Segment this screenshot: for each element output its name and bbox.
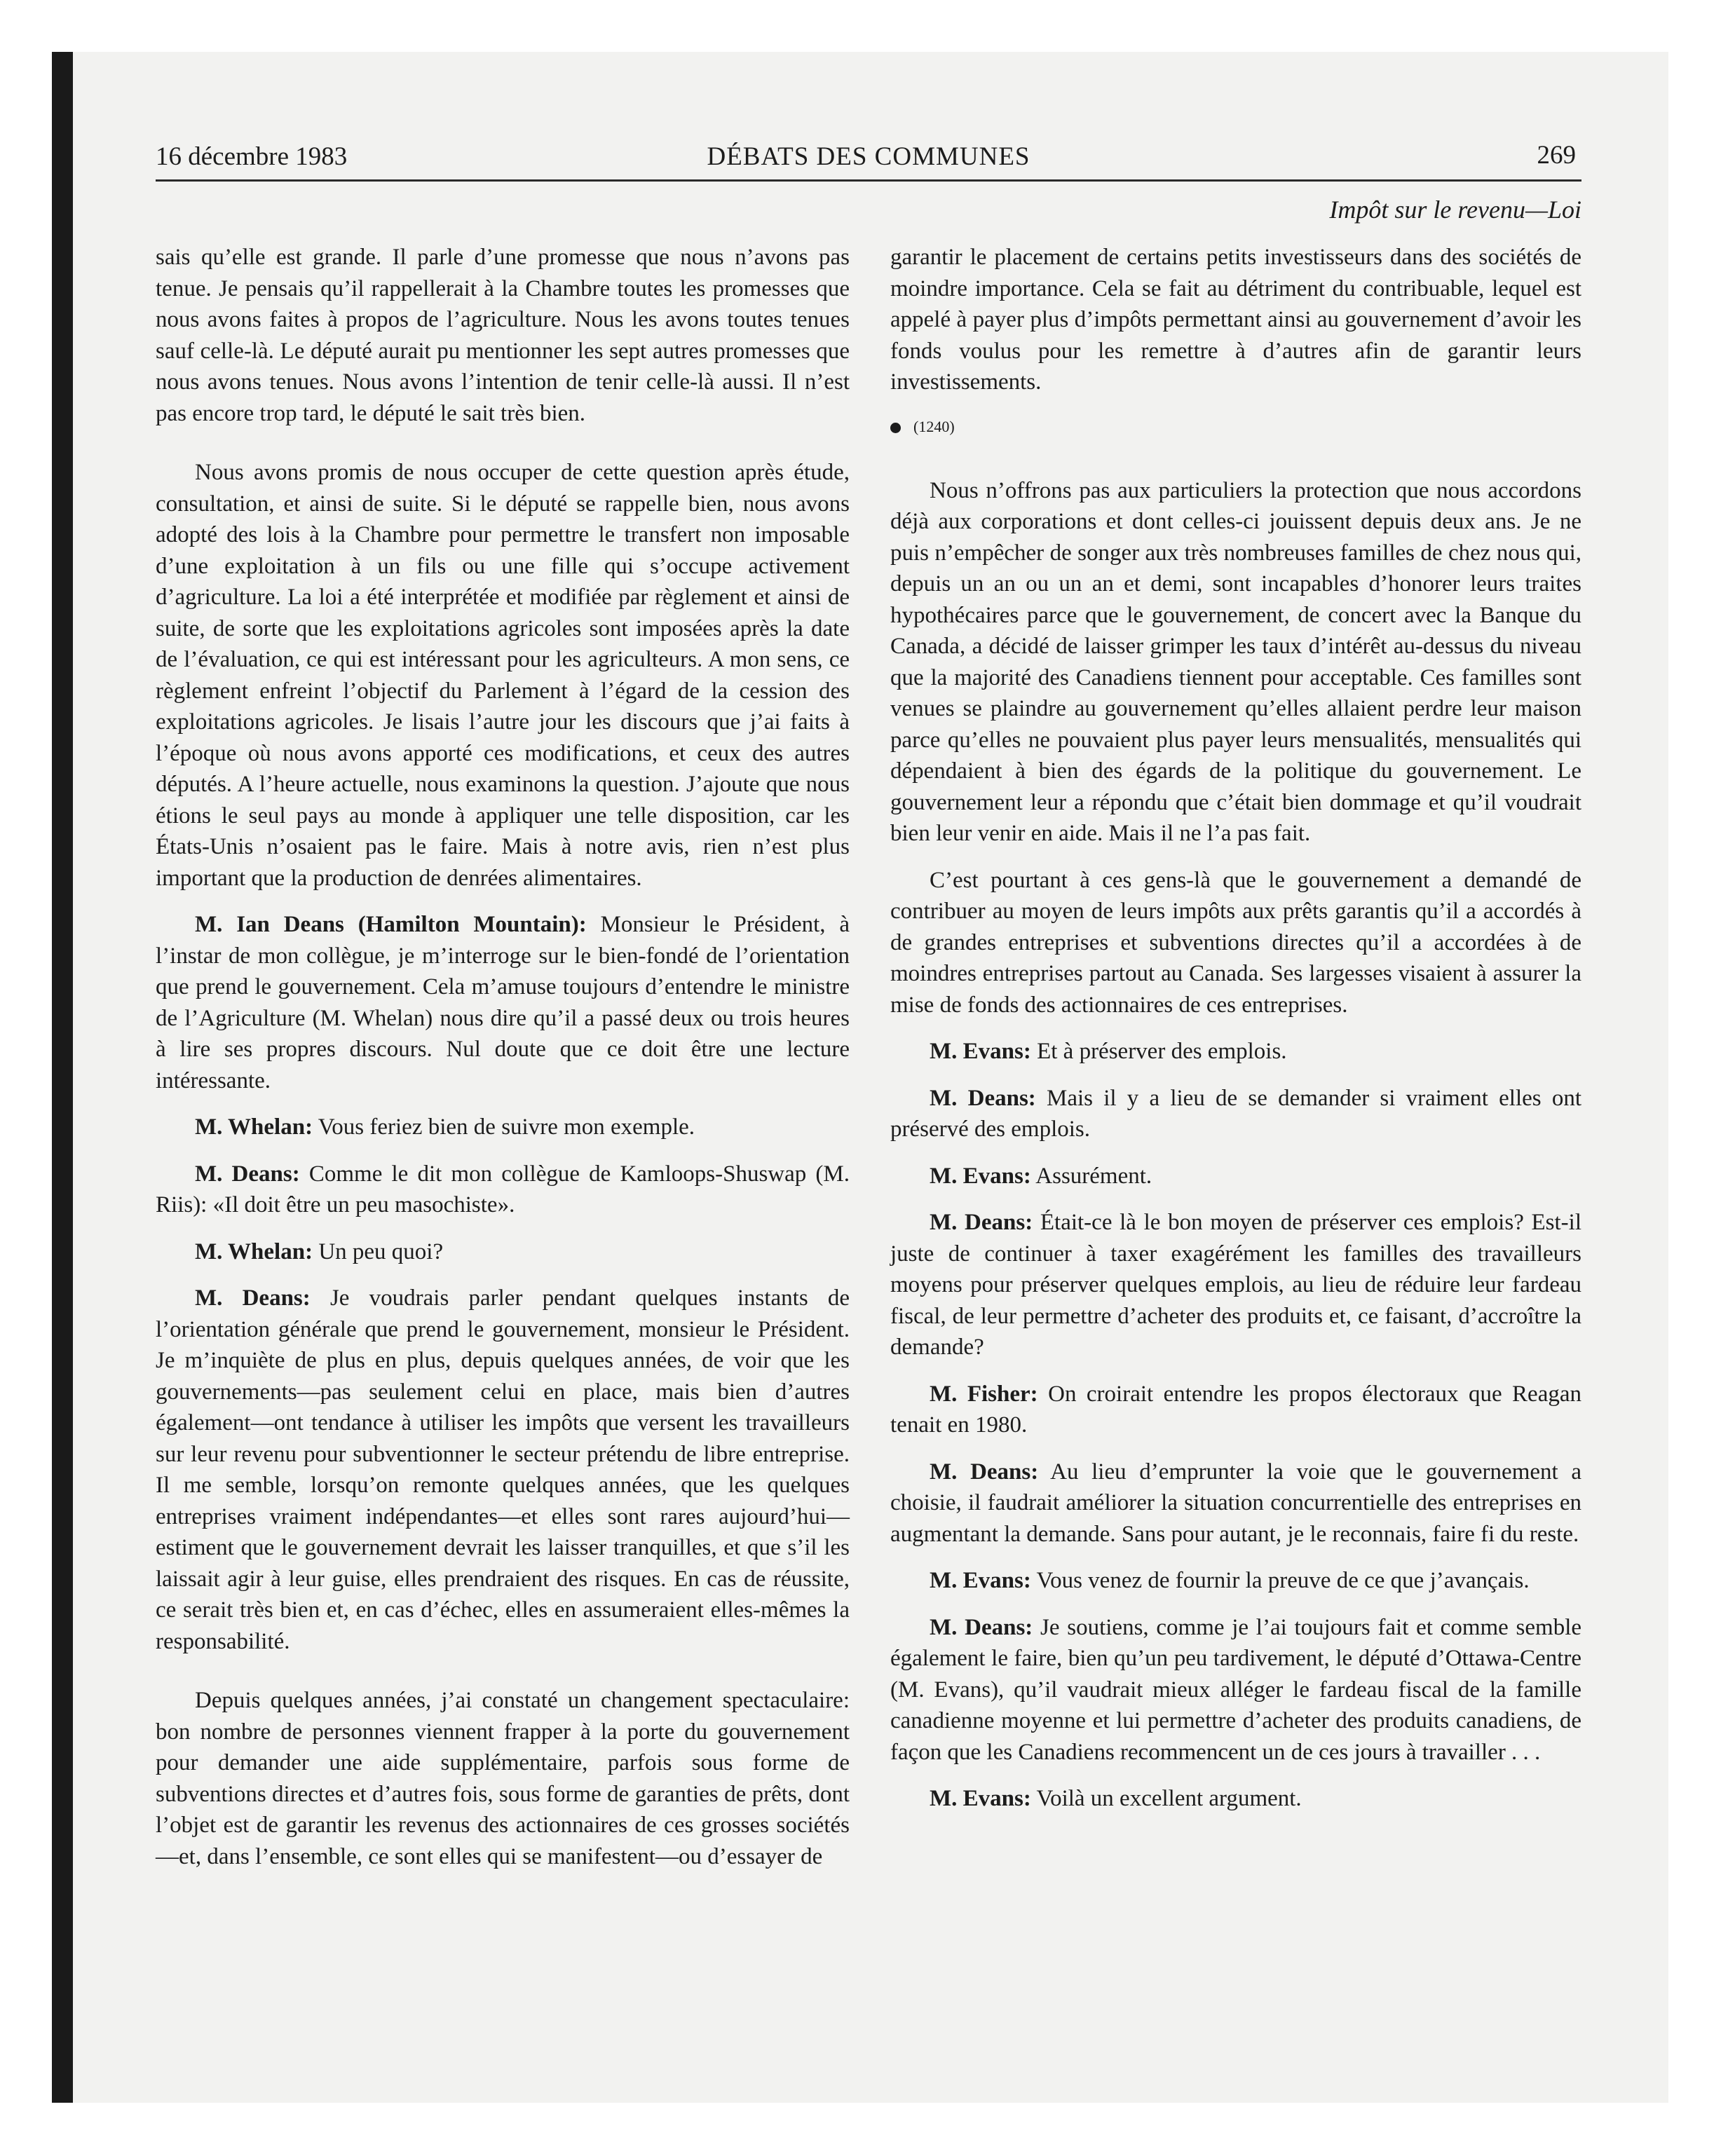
speech-text: Comme le dit mon collègue de Kamloops-Shuswap (M. Riis): «Il doit être un peu masochiste». (156, 1161, 850, 1217)
speech (156, 1236, 850, 1268)
speech (890, 1456, 1581, 1550)
speech (890, 1161, 1581, 1192)
speech (890, 1036, 1581, 1067)
speech-text: Vous feriez bien de suivre mon exemple. (318, 1114, 695, 1140)
speech-text: Je voudrais parler pendant quelques instants de l’orientation générale que prend le gouvernement, monsieur le Président. Je m’inquiète de plus en plus, depuis quelques années, de voir que les gouvernements—pas seulement celui en place, mais bien d’autres également—ont tendance à utiliser les impôts que versent les travailleurs sur leur revenu pour subventionner le secteur prétendu de libre entreprise. Il me semble, lorsqu’on remonte quelques années, que les quelques entreprises vraiment indépendantes—et elles sont rares aujourd’hui—estiment que le gouvernement devrait les laisser tranquilles, et que s’il les laissait agir à leur guise, elles prendraient des risques. En cas de réussite, ce serait très bien et, en cas d’échec, elles en assumeraient elles-mêmes la responsabilité. (156, 1285, 850, 1654)
speech-text: Vous venez de fournir la preuve de ce que j’avançais. (1036, 1568, 1530, 1593)
speaker-name: M. Whelan: (195, 1114, 313, 1140)
time-marker-text: (1240) (913, 417, 955, 435)
speech (156, 1159, 850, 1221)
speaker-name: M. Deans: (930, 1085, 1036, 1111)
speaker-name: M. Evans: (930, 1163, 1031, 1189)
paragraph-text: Nous avons promis de nous occuper de cette question après étude, consultation, et ainsi de suite. Si le député se rappelle bien, nous avons adopté des lois à la Chambre pour permettre le transfert non imposable d’une exploitation à un fils ou une fille qui s’occupe activement d’agriculture. La loi a été interprétée et modifiée par règlement et ainsi de suite, de sorte que les exploitations agricoles sont imposées après la date de l’évaluation, ce qui est intéressant pour les agriculteurs. A mon sens, ce règlement enfreint l’objectif du Parlement à l’égard de la cession des exploitations agricoles. Je lisais l’autre jour les discours que j’ai faits à l’époque où nous avons apporté ces modifications, et ceux des autres députés. A l’heure actuelle, nous examinons la question. J’ajoute que nous étions le seul pays au monde à appliquer une telle disposition, car les États-Unis n’osaient pas le faire. Mais à notre avis, rien n’est plus important que la production de denrées alimentaires. (156, 460, 850, 891)
speaker-name: M. Deans: (195, 1161, 300, 1187)
speech-text: Mais il y a lieu de se demander si vraiment elles ont préservé des emplois. (890, 1085, 1581, 1142)
speech (890, 1565, 1581, 1597)
paragraph (890, 865, 1581, 1021)
paragraph-text: sais qu’elle est grande. Il parle d’une promesse que nous n’avons pas tenue. Je pensais qu’il rappellerait à la Chambre toutes les promesses que nous avons faites à propos de l’agriculture. Nous les avons toutes tenues sauf celle-là. Le député aurait pu mentionner les sept autres promesses que nous avons tenues. Nous avons l’intention de tenir celle-là aussi. Il n’est pas encore trop tard, le député le sait très bien. (156, 245, 850, 426)
bullet-icon (890, 423, 901, 433)
header-date: 16 décembre 1983 (156, 142, 348, 171)
time-marker (890, 416, 1581, 437)
speaker-name: M. Evans: (930, 1568, 1031, 1593)
paragraph-text: garantir le placement de certains petits investisseurs dans des sociétés de moindre importance. Cela se fait au détriment du contribuable, lequel est appelé à payer plus d’impôts permettant ainsi au gouvernement d’avoir les fonds voulus pour les remettre à d’autres afin de garantir leurs investissements. (890, 245, 1581, 395)
speech (890, 1207, 1581, 1363)
speaker-name: M. Ian Deans (Hamilton Mountain): (195, 912, 587, 937)
paragraph (156, 457, 850, 894)
paragraph (890, 475, 1581, 850)
right-column (890, 242, 1581, 1830)
speech-text: Au lieu d’emprunter la voie que le gouvernement a choisie, il faudrait améliorer la situation concurrentielle des entreprises en augmentant la demande. Sans pour autant, je le reconnais, faire fi du reste. (890, 1459, 1582, 1547)
page-number: 269 (1537, 141, 1576, 170)
left-column (156, 242, 850, 1888)
paragraph (890, 242, 1581, 398)
speech (156, 1112, 850, 1143)
paragraph-text: C’est pourtant à ces gens-là que le gouvernement a demandé de contribuer au moyen de leurs impôts aux prêts garantis qu’il a accordés à de grandes entreprises et subventions directes qu’il a accordées à de moindres entreprises partout au Canada. Ses largesses visaient à assurer la mise de fonds des actionnaires de ces entreprises. (890, 867, 1581, 1018)
page-header (156, 140, 1581, 182)
speaker-name: M. Deans: (930, 1210, 1033, 1235)
speech-text: Monsieur le Président, à l’instar de mon collègue, je m’interroge sur le bien-fondé de l’orientation que prend le gouvernement. Cela m’amuse toujours d’entendre le ministre de l’Agriculture (M. Whelan) nous dire qu’il a passé deux ou trois heures à lire ses propres discours. Nul doute que ce doit être une lecture intéressante. (156, 912, 850, 1093)
speech-text: Voilà un excellent argument. (1036, 1786, 1302, 1811)
paragraph-text: Nous n’offrons pas aux particuliers la protection que nous accordons déjà aux corporations et dont celles-ci jouissent depuis deux ans. Je ne puis n’empêcher de songer aux très nombreuses familles de chez nous qui, depuis un an ou un an et demi, sont incapables d’honorer leurs traites hypothécaires parce que le gouvernement, de concert avec la Banque du Canada, a décidé de laisser grimper les taux d’intérêt au-dessus du niveau que la majorité des Canadiens tiennent pour acceptable. Ces familles sont venues se plaindre au gouvernement qu’elles allaient perdre leur maison parce qu’elles ne pouvaient plus payer leurs mensualités, mensualités qui dépendaient à bien des égards de la politique du gouvernement. Le gouvernement leur a répondu que c’était bien dommage et qu’il voudrait bien leur venir en aide. Mais il ne l’a pas fait. (890, 477, 1581, 846)
speech (890, 1783, 1581, 1815)
speech-text: Était-ce là le bon moyen de préserver ces emplois? Est-il juste de continuer à taxer exagérément les familles des travailleurs moyens pour préserver quelques emplois, au lieu de réduire leur fardeau fiscal, de leur permettre d’acheter des produits et, ce faisant, d’accroître la demande? (890, 1210, 1581, 1360)
speech (156, 1283, 850, 1657)
speech (890, 1612, 1581, 1768)
paragraph (156, 1685, 850, 1872)
header-title: DÉBATS DES COMMUNES (707, 142, 1030, 171)
speech-text: Un peu quoi? (318, 1239, 444, 1264)
speaker-name: M. Deans: (195, 1285, 311, 1311)
speaker-name: M. Evans: (930, 1039, 1031, 1064)
speech (890, 1083, 1581, 1145)
speech-text: Je soutiens, comme je l’ai toujours fait et comme semble également le faire, bien qu’un peu tardivement, le député d’Ottawa-Centre (M. Evans), qu’il vaudrait mieux alléger le fardeau fiscal de la famille canadienne moyenne et lui permettre d’acheter des produits canadiens, de façon que les Canadiens recommencent un de ces jours à travailler . . . (890, 1614, 1582, 1765)
running-title: Impôt sur le revenu—Loi (1329, 196, 1581, 224)
binding-edge (52, 52, 73, 2103)
speech-text: On croirait entendre les propos électoraux que Reagan tenait en 1980. (890, 1381, 1581, 1438)
speaker-name: M. Fisher: (930, 1381, 1038, 1407)
speaker-name: M. Deans: (930, 1459, 1039, 1485)
speaker-name: M. Evans: (930, 1786, 1031, 1811)
speech (890, 1379, 1581, 1441)
speaker-name: M. Deans: (930, 1614, 1033, 1640)
paragraph (156, 242, 850, 429)
speech-text: Et à préserver des emplois. (1037, 1039, 1287, 1064)
paragraph-text: Depuis quelques années, j’ai constaté un changement spectaculaire: bon nombre de personnes viennent frapper à la porte du gouvernement pour demander une aide supplémentaire, parfois sous forme de subventions directes et d’autres fois, sous forme de garanties de prêts, dont l’objet est de garantir les revenus des actionnaires de ces grosses sociétés—et, dans l’ensemble, ce sont elles qui se manifestent—ou d’essayer de (156, 1688, 850, 1869)
speech-text: Assurément. (1035, 1163, 1152, 1189)
speaker-name: M. Whelan: (195, 1239, 313, 1264)
speech (156, 909, 850, 1096)
